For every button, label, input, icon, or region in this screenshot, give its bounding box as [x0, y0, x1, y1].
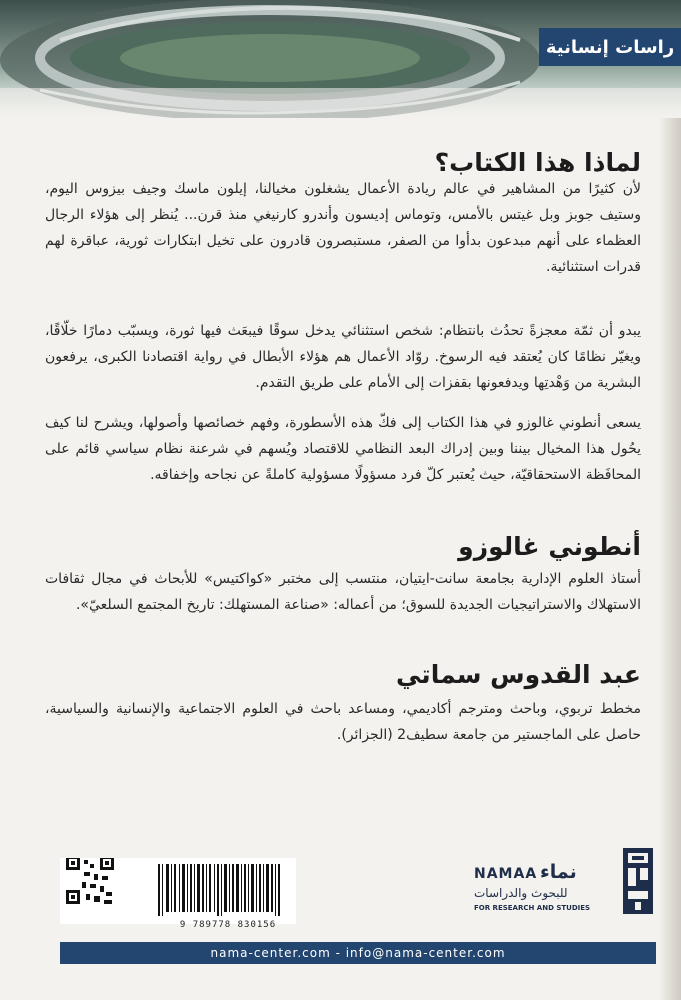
qr-code-icon — [66, 858, 114, 904]
barcode-icon — [60, 858, 296, 924]
translator-bio: مخطط تربوي، وباحث ومترجم أكاديمي، ومساعد باحث في العلوم الاجتماعية والإنسانية والسياسية، حاصل على الماجستير من جامعة سطيف2 (الجزائر). — [45, 701, 641, 743]
cover-fold-edge — [659, 118, 681, 1000]
author-name: أنطوني غالوزو — [458, 532, 641, 561]
category-tag: راسات إنسانية — [539, 28, 681, 66]
publisher-arabic-subtitle: للبحوث والدراسات — [474, 886, 568, 900]
publisher-english-subtitle: FOR RESEARCH AND STUDIES — [474, 904, 591, 912]
why-paragraph-1: لأن كثيرًا من المشاهير في عالم ريادة الأعمال يشغلون مخيالنا، إيلون ماسك وجيف بيزوس اليوم، وستيف جوبز وبل غيتس بالأمس، وتوماس إديسون وأندرو كارنيغي منذ قرن... يُنظر إلى هؤلاء الرجال العظماء على أنهم مبدعون بدأوا من الصفر، مستبصرون قادرون على تخيل ابتكارات ثورية، عباقرة لهم قدرات استثنائية. — [45, 181, 641, 275]
isbn-number: 9 789778 830156 — [179, 920, 277, 930]
contact-footer: nama-center.com - info@nama-center.com — [60, 942, 656, 964]
publisher-arabic-name: نماء — [540, 861, 577, 883]
namaa-logo-icon — [623, 848, 653, 914]
aerial-photo-band — [0, 0, 681, 118]
publisher-latin-name: NAMAA — [474, 866, 538, 882]
why-section-title: لماذا هذا الكتاب؟ — [434, 148, 641, 177]
why-paragraph-3: يسعى أنطوني غالوزو في هذا الكتاب إلى فكّ هذه الأسطورة، وفهم خصائصها وأصولها، ويشرح لنا كيف يحُول هذا المخيال بيننا وبين إدراك البعد النظامي للاقتصاد ويُسهم في شرعنة نظام سياسي قائم على المحافَظة الاستحقاقيّة، حيث يُعتبر كلّ فرد مسؤولًا مسؤولية كاملةً عن نجاحه وإخفاقه. — [45, 415, 641, 483]
translator-name: عبد القدوس سماتي — [396, 660, 641, 689]
why-paragraph-2: يبدو أن ثمّة معجزةً تحدُث بانتظام: شخص استثنائي يدخل سوقًا فيبعَث فيها ثورة، ويسبّب دمارًا خلّاقًا، ويغيّر نظامًا كان يُعتقد فيه الرسوخ. روّاد الأعمال هم هؤلاء الأبطال في رواية اقتصادنا الكبرى، يرفعون البشرية من وَهْدتِها ويدفعونها بقفزات إلى الأمام على طريق التقدم. — [45, 323, 641, 391]
author-bio: أستاذ العلوم الإدارية بجامعة سانت-ايتيان، منتسب إلى مختبر «كواكتيس» للأبحاث في مجال ثقافات الاستهلاك والاستراتيجيات الجديدة للسوق؛ من أعماله: «صناعة المستهلك: تاريخ المجتمع السلعيّ». — [45, 571, 641, 613]
